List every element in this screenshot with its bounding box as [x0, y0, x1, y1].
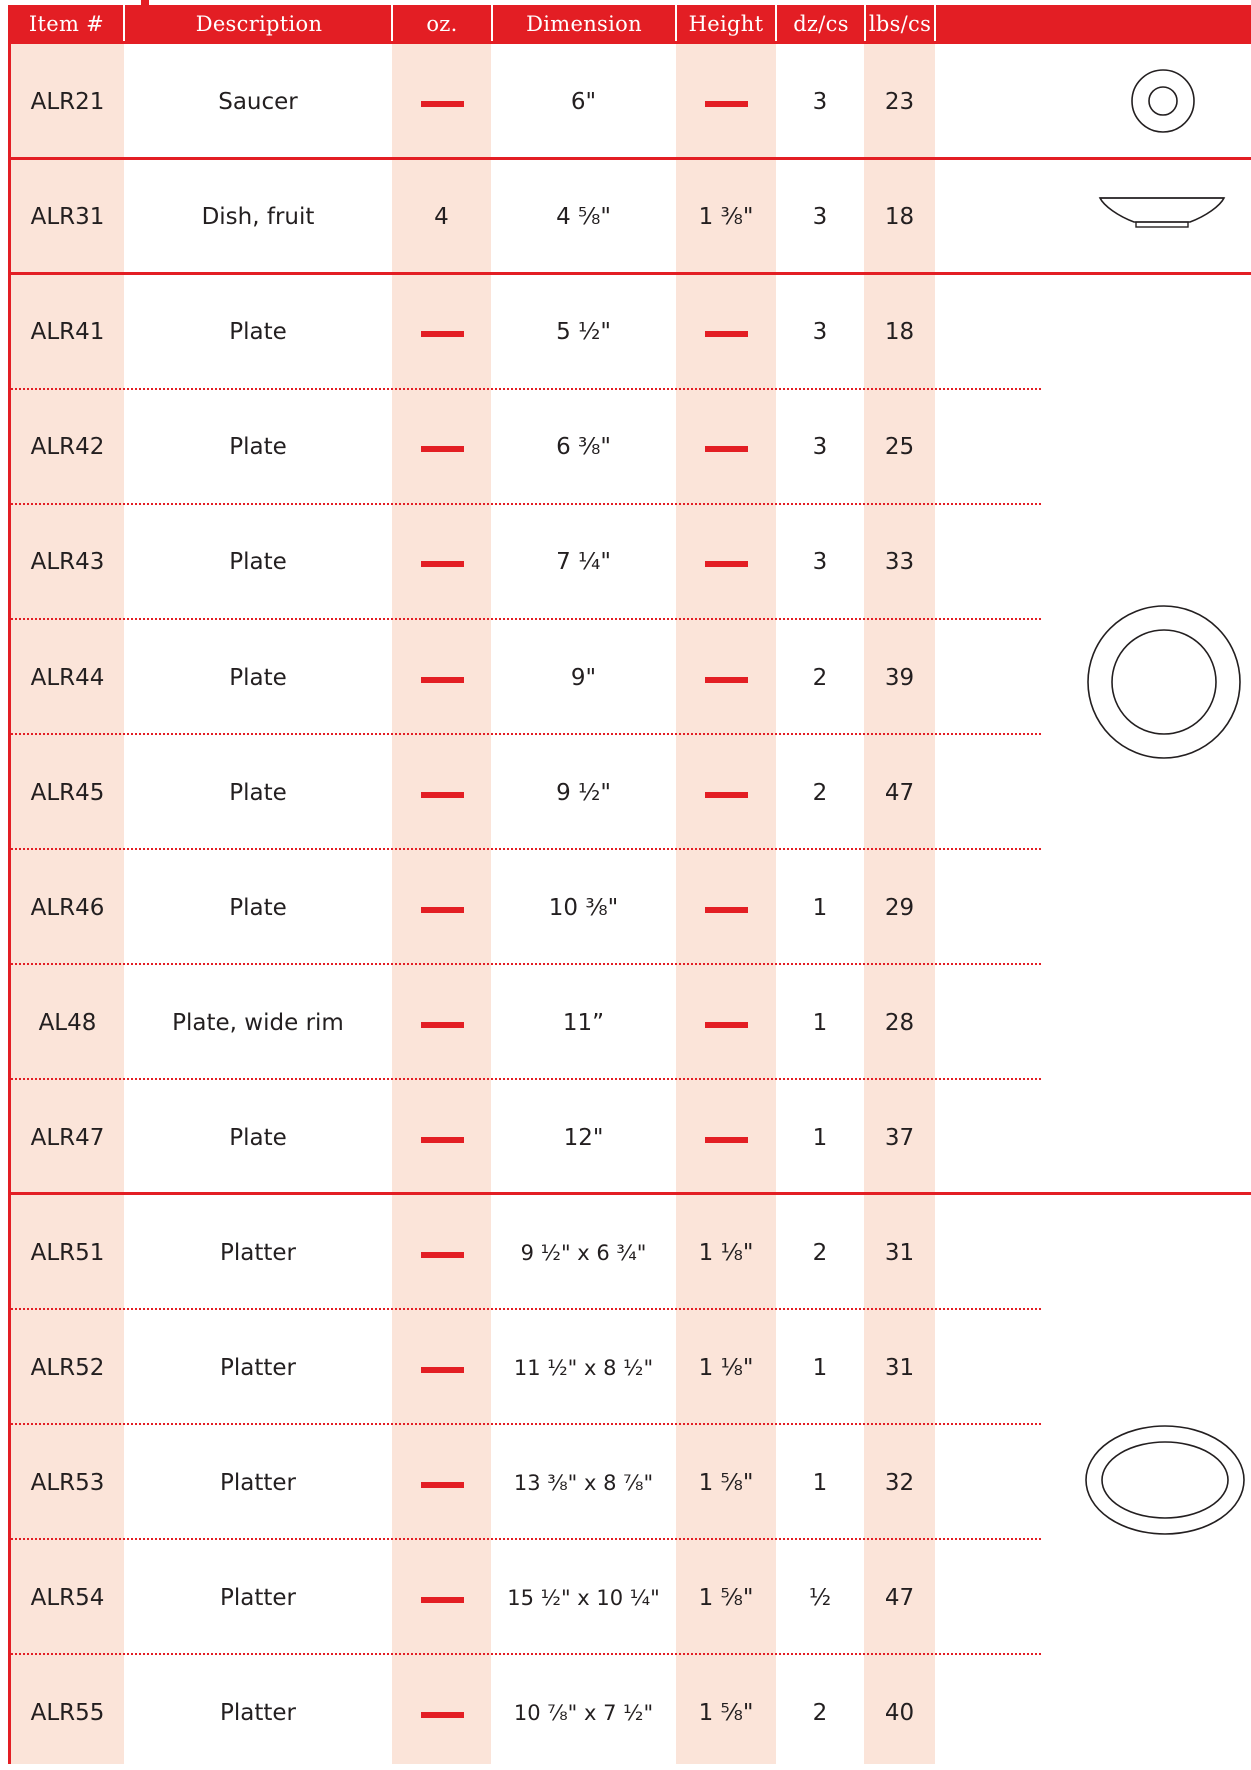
empty-dash	[421, 101, 464, 107]
cell-dzcs: 1	[812, 1469, 828, 1496]
cell-lbscs: 40	[884, 1699, 915, 1726]
header-description: Description	[195, 11, 323, 36]
empty-dash	[705, 561, 748, 567]
header-oz: oz.	[426, 11, 458, 36]
header-height: Height	[688, 11, 764, 36]
cell-description: Platter	[220, 1584, 296, 1611]
cell-description: Dish, fruit	[201, 203, 315, 230]
empty-dash	[421, 331, 464, 337]
header-dimension: Dimension	[526, 11, 642, 36]
cell-lbscs: 18	[884, 203, 915, 230]
cell-dimension: 9"	[570, 664, 597, 691]
cell-lbscs: 47	[884, 779, 915, 806]
empty-dash	[705, 446, 748, 452]
cell-lbscs: 29	[884, 894, 915, 921]
cell-item: ALR45	[30, 779, 105, 806]
cell-description: Saucer	[218, 88, 298, 115]
cell-item: ALR53	[30, 1469, 105, 1496]
empty-dash	[421, 1252, 464, 1258]
cell-description: Plate	[229, 779, 287, 806]
header-divider	[675, 5, 677, 42]
cell-item: ALR51	[30, 1239, 105, 1266]
cell-dimension: 11 ¹⁄₂" x 8 ¹⁄₂"	[513, 1355, 654, 1380]
cell-dzcs: 3	[812, 88, 828, 115]
cell-oz: 4	[434, 203, 449, 230]
plate-icon	[1086, 604, 1242, 760]
cell-dzcs: 2	[812, 779, 828, 806]
cell-dzcs: 3	[812, 318, 828, 345]
cell-height: 1 ⁵⁄₈"	[698, 1469, 754, 1496]
cell-description: Plate	[229, 664, 287, 691]
cell-lbscs: 18	[884, 318, 915, 345]
cell-dimension: 11”	[562, 1009, 605, 1036]
cell-item: ALR44	[30, 664, 105, 691]
cell-item: ALR55	[30, 1699, 105, 1726]
empty-dash	[421, 1022, 464, 1028]
header-divider	[864, 5, 866, 42]
cell-dzcs: 3	[812, 433, 828, 460]
cell-dimension: 5 ¹⁄₂"	[556, 318, 611, 345]
empty-dash	[421, 1482, 464, 1488]
empty-dash	[705, 677, 748, 683]
empty-dash	[421, 792, 464, 798]
cell-dzcs: 3	[812, 203, 828, 230]
cell-item: ALR21	[30, 88, 105, 115]
cell-description: Plate, wide rim	[172, 1009, 344, 1036]
cell-dimension: 6"	[570, 88, 597, 115]
cell-height: 1 ¹⁄₈"	[698, 1354, 754, 1381]
cell-dimension: 6 ³⁄₈"	[556, 433, 611, 460]
empty-dash	[421, 907, 464, 913]
platter-icon	[1084, 1424, 1246, 1536]
cell-item: ALR43	[30, 548, 105, 575]
cell-dimension: 12"	[563, 1124, 604, 1151]
cell-lbscs: 37	[884, 1124, 915, 1151]
cell-lbscs: 31	[884, 1239, 915, 1266]
cell-dzcs: 1	[812, 1354, 828, 1381]
cell-lbscs: 47	[884, 1584, 915, 1611]
cell-height: 1 ³⁄₈"	[698, 203, 754, 230]
cell-description: Plate	[229, 318, 287, 345]
cell-dzcs: 2	[812, 1699, 828, 1726]
empty-dash	[421, 1712, 464, 1718]
cell-dimension: 9 ¹⁄₂" x 6 ³⁄₄"	[520, 1240, 647, 1265]
cell-lbscs: 32	[884, 1469, 915, 1496]
fruit-dish-icon	[1098, 194, 1226, 234]
cell-item: AL48	[38, 1009, 97, 1036]
cell-height: 1 ⁵⁄₈"	[698, 1584, 754, 1611]
cell-lbscs: 28	[884, 1009, 915, 1036]
cell-height: 1 ¹⁄₈"	[698, 1239, 754, 1266]
header-divider	[391, 5, 393, 42]
cell-description: Platter	[220, 1699, 296, 1726]
cell-item: ALR42	[30, 433, 105, 460]
header-divider	[934, 5, 936, 42]
cell-lbscs: 25	[884, 433, 915, 460]
cell-lbscs: 23	[884, 88, 915, 115]
empty-dash	[421, 446, 464, 452]
cell-description: Platter	[220, 1239, 296, 1266]
header-dzcs: dz/cs	[793, 11, 849, 36]
cell-dimension: 15 ¹⁄₂" x 10 ¹⁄₄"	[507, 1585, 660, 1610]
cell-dzcs: 1	[812, 894, 828, 921]
cell-dzcs: 1	[812, 1124, 828, 1151]
header-divider	[123, 5, 125, 42]
shade-oz-column	[392, 44, 491, 1764]
cell-item: ALR47	[30, 1124, 105, 1151]
cell-dimension: 10 ³⁄₈"	[548, 894, 619, 921]
cell-dimension: 7 ¹⁄₄"	[556, 548, 611, 575]
cell-description: Plate	[229, 894, 287, 921]
cell-dzcs: 2	[812, 1239, 828, 1266]
cell-height: 1 ⁵⁄₈"	[698, 1699, 754, 1726]
cell-description: Plate	[229, 548, 287, 575]
cell-item: ALR41	[30, 318, 105, 345]
cell-dimension: 4 ⁵⁄₈"	[556, 203, 611, 230]
header-divider	[775, 5, 777, 42]
cell-dimension: 9 ¹⁄₂"	[556, 779, 611, 806]
cell-dzcs: ¹⁄₂	[808, 1584, 832, 1611]
cell-lbscs: 33	[884, 548, 915, 575]
cell-dzcs: 2	[812, 664, 828, 691]
cell-description: Plate	[229, 433, 287, 460]
empty-dash	[705, 101, 748, 107]
cell-item: ALR31	[30, 203, 105, 230]
cell-description: Platter	[220, 1354, 296, 1381]
cell-item: ALR52	[30, 1354, 105, 1381]
cell-dzcs: 3	[812, 548, 828, 575]
empty-dash	[421, 1597, 464, 1603]
cell-dzcs: 1	[812, 1009, 828, 1036]
cell-item: ALR54	[30, 1584, 105, 1611]
cell-description: Plate	[229, 1124, 287, 1151]
cell-description: Platter	[220, 1469, 296, 1496]
empty-dash	[421, 1367, 464, 1373]
empty-dash	[705, 1022, 748, 1028]
empty-dash	[421, 561, 464, 567]
header-divider	[491, 5, 493, 42]
empty-dash	[421, 1137, 464, 1143]
header-item: Item #	[28, 11, 105, 36]
empty-dash	[705, 907, 748, 913]
empty-dash	[705, 331, 748, 337]
empty-dash	[705, 1137, 748, 1143]
saucer-icon	[1130, 68, 1196, 134]
cell-lbscs: 39	[884, 664, 915, 691]
cell-lbscs: 31	[884, 1354, 915, 1381]
cell-dimension: 10 ⁷⁄₈" x 7 ¹⁄₂"	[513, 1700, 654, 1725]
header-lbscs: lbs/cs	[868, 11, 932, 36]
empty-dash	[421, 677, 464, 683]
cell-item: ALR46	[30, 894, 105, 921]
cell-dimension: 13 ³⁄₈" x 8 ⁷⁄₈"	[513, 1470, 654, 1495]
empty-dash	[705, 792, 748, 798]
